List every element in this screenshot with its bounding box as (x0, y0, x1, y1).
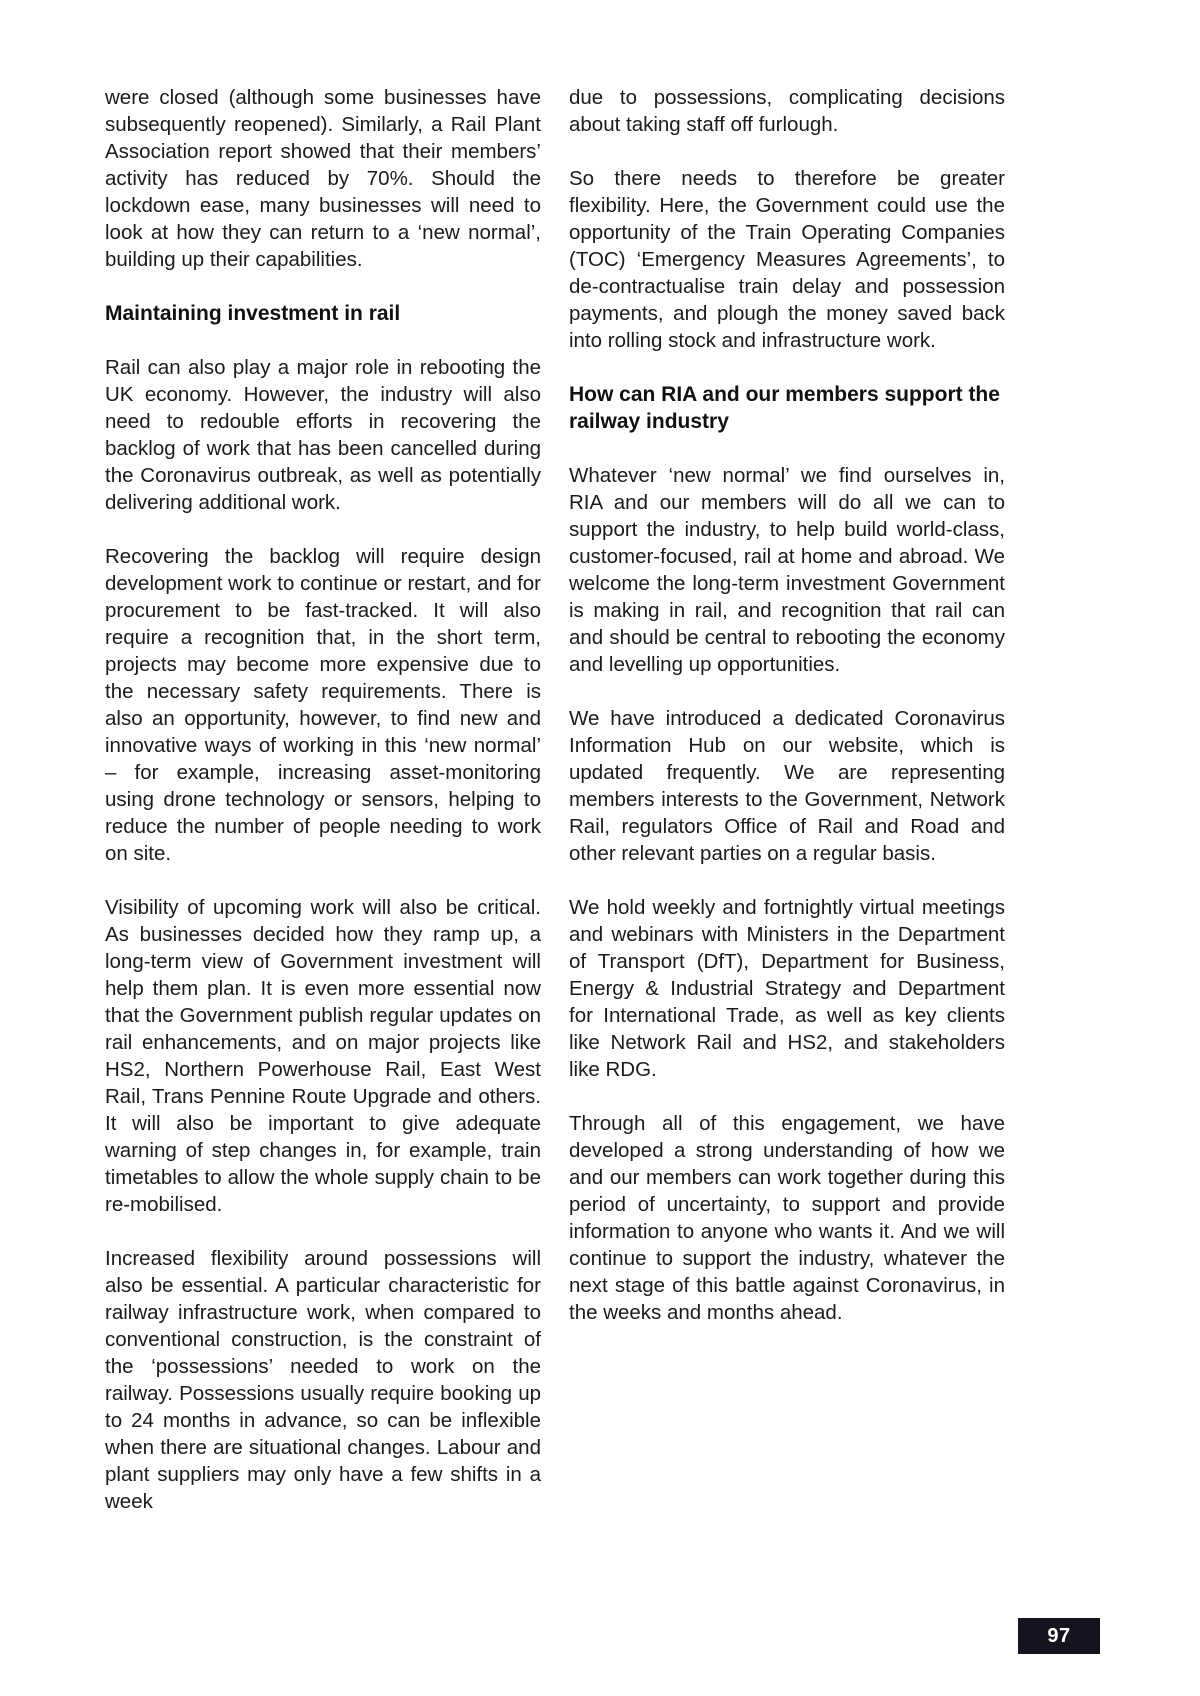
paragraph: Recovering the backlog will require design development work to continue or restart, and for procurement to be fast-tracked. It will also require a recognition that, in the short term, projects may become more expensive due to the necessary safety requirements. There is also an opportunity, however, to find new and innovative ways of working in this ‘new normal’ – for example, increasing asset-monitoring using drone technology or sensors, helping to reduce the number of people needing to work on site. (105, 545, 541, 865)
paragraph: Visibility of upcoming work will also be critical. As businesses decided how they ramp up, a long-term view of Government investment will help them plan. It is even more essential now that the Government publish regular updates on rail enhancements, and on major projects like HS2, Northern Powerhouse Rail, East West Rail, Trans Pennine Route Upgrade and others. It will also be important to give adequate warning of step changes in, for example, train timetables to allow the whole supply chain to be re-mobilised. (105, 896, 541, 1216)
paragraph: Whatever ‘new normal’ we find ourselves in, RIA and our members will do all we can to support the industry, to help build world-class, customer-focused, rail at home and abroad. We welcome the long-term investment Government is making in rail, and recognition that rail can and should be central to rebooting the economy and levelling up opportunities. (569, 464, 1005, 676)
page-number-badge (1018, 1618, 1100, 1654)
column-right (569, 84, 1005, 1542)
paragraph: We have introduced a dedicated Coronavirus Information Hub on our website, which is updated frequently. We are representing members interests to the Government, Network Rail, regulators Office of Rail and Road and other relevant parties on a regular basis. (569, 707, 1005, 865)
text-columns (105, 84, 1005, 1542)
paragraph: So there needs to therefore be greater flexibility. Here, the Government could use the opportunity of the Train Operating Companies (TOC) ‘Emergency Measures Agreements’, to de-contractualise train delay and possession payments, and plough the money saved back into rolling stock and infrastructure work. (569, 167, 1005, 352)
paragraph: Rail can also play a major role in rebooting the UK economy. However, the industry will also need to redouble efforts in recovering the backlog of work that has been cancelled during the Coronavirus outbreak, as well as potentially delivering additional work. (105, 356, 541, 514)
column-left (105, 84, 541, 1542)
paragraph: due to possessions, complicating decisions about taking staff off furlough. (569, 86, 1005, 136)
section-heading-ria-support: How can RIA and our members support the railway industry (569, 383, 1000, 433)
section-heading-maintaining-investment: Maintaining investment in rail (105, 302, 401, 325)
paragraph: We hold weekly and fortnightly virtual meetings and webinars with Ministers in the Department of Transport (DfT), Department for Business, Energy & Industrial Strategy and Department for International Trade, as well as key clients like Network Rail and HS2, and stakeholders like RDG. (569, 896, 1005, 1081)
paragraph: Increased flexibility around possessions will also be essential. A particular characteristic for railway infrastructure work, when compared to conventional construction, is the constraint of the ‘possessions’ needed to work on the railway. Possessions usually require booking up to 24 months in advance, so can be inflexible when there are situational changes. Labour and plant suppliers may only have a few shifts in a week (105, 1247, 541, 1513)
paragraph: Through all of this engagement, we have developed a strong understanding of how we and our members can work together during this period of uncertainty, to support and provide information to anyone who wants it. And we will continue to support the industry, whatever the next stage of this battle against Coronavirus, in the weeks and months ahead. (569, 1112, 1005, 1324)
paragraph: were closed (although some businesses have subsequently reopened). Similarly, a Rail Plant Association report showed that their members’ activity has reduced by 70%. Should the lockdown ease, many businesses will need to look at how they can return to a ‘new normal’, building up their capabilities. (105, 86, 541, 271)
page-number: 97 (1047, 1624, 1071, 1647)
